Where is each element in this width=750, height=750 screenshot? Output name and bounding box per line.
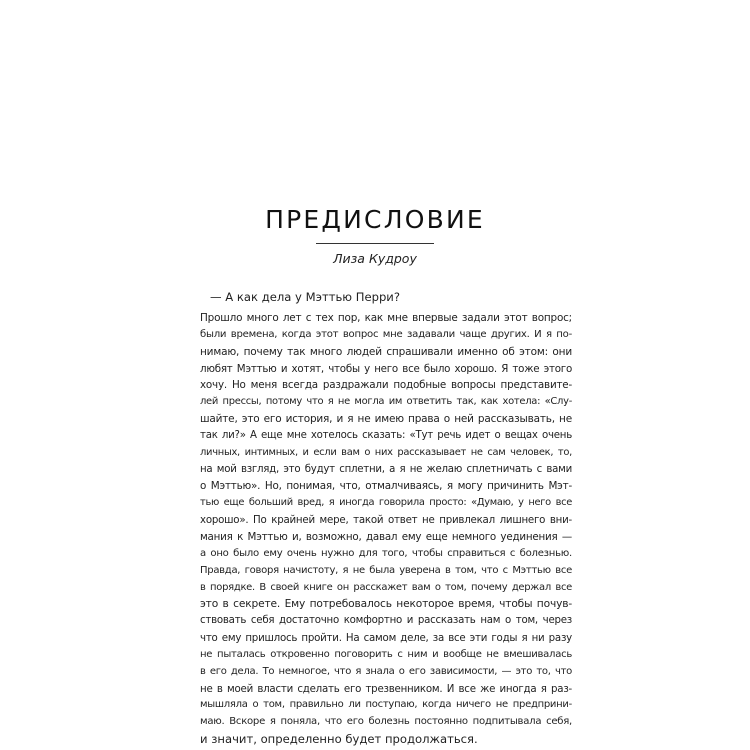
paragraph-line: Прошло много лет с тех пор, как мне впервые задали этот вопрос; bbox=[200, 312, 572, 324]
main-paragraph bbox=[200, 310, 572, 748]
title-divider bbox=[316, 243, 434, 244]
paragraph-line: о Мэттью». Но, понимая, что, отмалчиваясь, я могу причинить Мэт- bbox=[200, 480, 572, 493]
paragraph-line: не пыталась откровенно поговорить с ним и вообще не вмешивалась bbox=[200, 648, 572, 660]
paragraph-line: хорошо». По крайней мере, такой ответ не привлекал лишнего вни- bbox=[200, 514, 572, 527]
chapter-title: ПРЕДИСЛОВИЕ bbox=[265, 205, 485, 234]
paragraph-line: были времена, когда этот вопрос мне задавали чаще других. И я по- bbox=[200, 328, 572, 340]
paragraph-line: и значит, определенно будет продолжаться. bbox=[200, 732, 478, 747]
chapter-author: Лиза Кудроу bbox=[333, 251, 417, 266]
paragraph-line: шайте, это его история, и я не имею права о ней рассказывать, не bbox=[200, 413, 572, 426]
paragraph-line: так ли?» А еще мне хотелось сказать: «Тут речь идет о вещах очень bbox=[200, 429, 572, 441]
paragraph-line: тью еще больший вред, я иногда говорила просто: «Думаю, у него все bbox=[200, 497, 572, 509]
paragraph-line: Правда, говоря начистоту, я не была уверена в том, что с Мэттью все bbox=[200, 564, 572, 576]
paragraph-line: мышляла о том, правильно ли поступаю, когда ничего не предприни- bbox=[200, 699, 572, 711]
paragraph-line: личных, интимных, и если вам о них рассказывает не сам человек, то, bbox=[200, 446, 572, 458]
paragraph-line: на мой взгляд, это будут сплетни, а я не желаю сплетничать с вами bbox=[200, 463, 572, 475]
paragraph-line: что ему пришлось пройти. На самом деле, за все эти годы я ни разу bbox=[200, 632, 572, 645]
paragraph-line: ствовать себя достаточно комфортно и рассказать нам о том, через bbox=[200, 615, 572, 627]
paragraph-line: маю. Вскоре я поняла, что его болезнь постоянно подпитывала себя, bbox=[200, 716, 572, 728]
opening-line: — А как дела у Мэттью Перри? bbox=[210, 290, 400, 304]
paragraph-line: нимаю, почему так много людей спрашивали именно об этом: они bbox=[200, 345, 572, 358]
paragraph-line: не в моей власти сделать его трезвенником. И все же иногда я раз- bbox=[200, 682, 572, 695]
paragraph-line: в порядке. В своей книге он расскажет вам о том, почему держал все bbox=[200, 581, 572, 593]
paragraph-line: лей прессы, потому что я не могла им ответить так, как хотела: «Слу- bbox=[200, 396, 572, 408]
paragraph-line: а оно было ему очень нужно для того, чтобы справиться с болезнью. bbox=[200, 547, 572, 559]
paragraph-line: мания к Мэттью и, возможно, давал ему еще немного уединения — bbox=[200, 530, 572, 543]
paragraph-line: это в секрете. Ему потребовалось некоторое время, чтобы почув- bbox=[200, 597, 572, 611]
paragraph-line: любят Мэттью и хотят, чтобы у него все было хорошо. Я тоже этого bbox=[200, 362, 572, 375]
paragraph-line: хочу. Но меня всегда раздражали подобные вопросы представите- bbox=[200, 379, 572, 392]
paragraph-line: в его дела. То немногое, что я знала о его зависимости, — это то, что bbox=[200, 665, 572, 677]
